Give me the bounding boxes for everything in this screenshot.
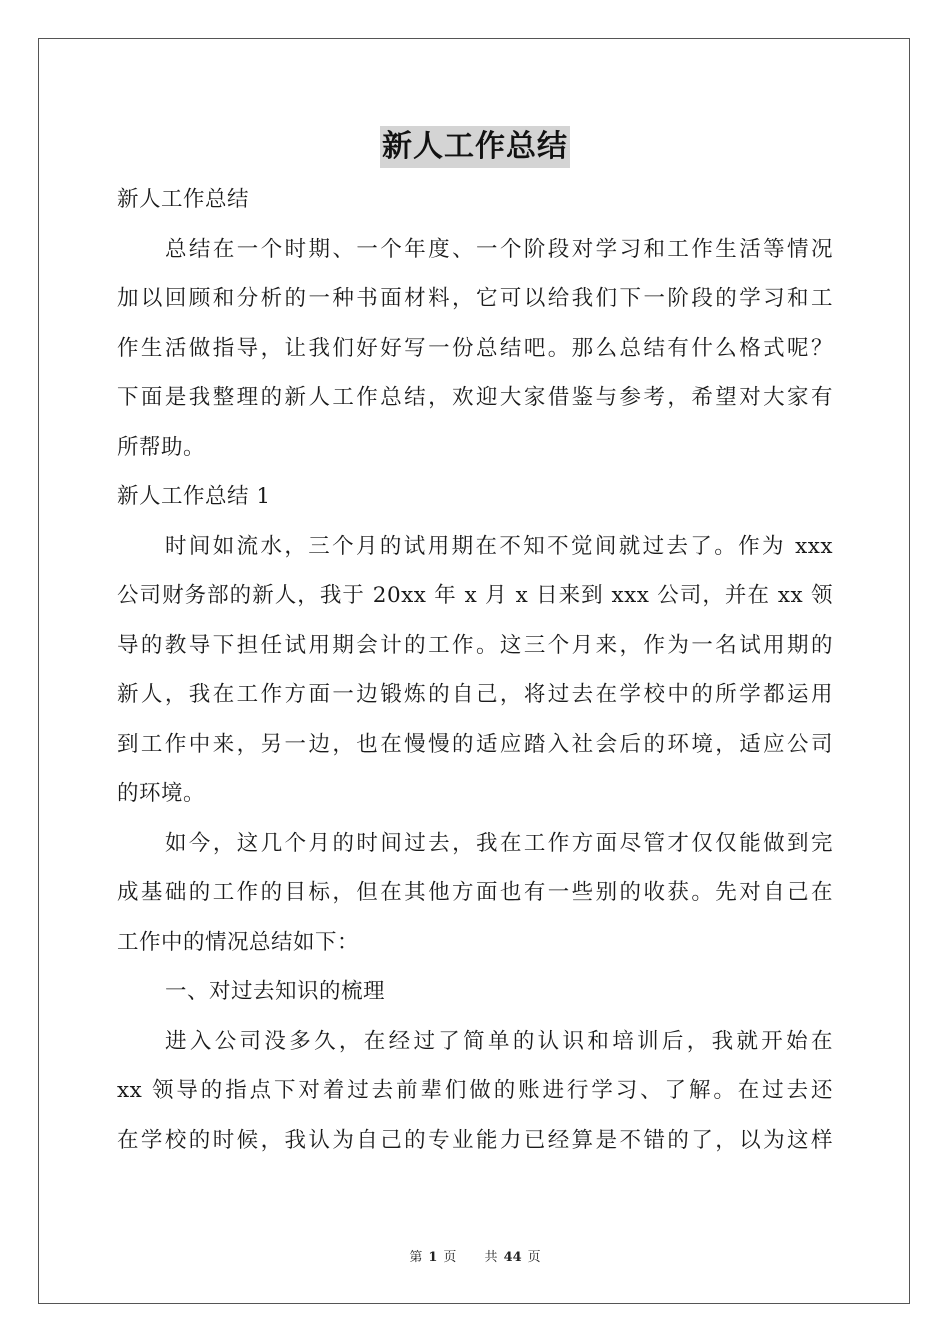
document-body bbox=[117, 175, 833, 1165]
total-pages-indicator bbox=[479, 1250, 547, 1265]
paragraph-line: 进入公司没多久，在经过了简单的认识和培训后，我就开始在 bbox=[165, 1028, 833, 1054]
paragraph-line: 加以回顾和分析的一种书面材料，它可以给我们下一阶段的学习和工 bbox=[117, 286, 833, 311]
total-pages: 44 bbox=[503, 1250, 522, 1265]
title-container bbox=[0, 126, 950, 168]
total-label-suffix: 页 bbox=[527, 1250, 541, 1265]
paragraph-line: 工作中的情况总结如下： bbox=[117, 929, 360, 955]
paragraph-line: 成基础的工作的目标，但在其他方面也有一些别的收获。先对自己在 bbox=[117, 880, 833, 905]
total-label-prefix: 共 bbox=[484, 1250, 498, 1265]
paragraph-line: 时间如流水，三个月的试用期在不知不觉间就过去了。作为 xxx bbox=[165, 533, 833, 559]
paragraph-line: 的环境。 bbox=[117, 781, 206, 806]
paragraph-line: 公司财务部的新人，我于 20xx 年 x 月 x 日来到 xxx 公司，并在 xx 领 bbox=[117, 583, 833, 608]
page-indicator bbox=[403, 1250, 462, 1265]
section-heading: 新人工作总结 1 bbox=[117, 484, 271, 509]
paragraph-line: xx 领导的指点下对着过去前辈们做的账进行学习、了解。在过去还 bbox=[117, 1078, 833, 1103]
subtitle-line: 新人工作总结 bbox=[117, 187, 250, 212]
paragraph-line: 下面是我整理的新人工作总结，欢迎大家借鉴与参考，希望对大家有 bbox=[117, 385, 833, 410]
page-footer bbox=[0, 1246, 950, 1265]
page-label-suffix: 页 bbox=[443, 1250, 457, 1265]
paragraph-line: 所帮助。 bbox=[117, 434, 206, 460]
paragraph-line: 到工作中来，另一边，也在慢慢的适应踏入社会后的环境，适应公司 bbox=[117, 731, 833, 757]
paragraph-line: 在学校的时候，我认为自己的专业能力已经算是不错的了，以为这样 bbox=[117, 1127, 833, 1153]
paragraph-line: 总结在一个时期、一个年度、一个阶段对学习和工作生活等情况 bbox=[165, 236, 833, 262]
paragraph-line: 导的教导下担任试用期会计的工作。这三个月来，作为一名试用期的 bbox=[117, 632, 833, 658]
paragraph-line: 作生活做指导，让我们好好写一份总结吧。那么总结有什么格式呢？ bbox=[117, 335, 833, 361]
paragraph-line: 新人，我在工作方面一边锻炼的自己，将过去在学校中的所学都运用 bbox=[117, 682, 833, 707]
section-heading: 一、对过去知识的梳理 bbox=[165, 979, 386, 1004]
page-number: 1 bbox=[428, 1250, 438, 1265]
document-title: 新人工作总结 bbox=[380, 126, 570, 168]
page-label-prefix: 第 bbox=[409, 1250, 423, 1265]
paragraph-line: 如今，这几个月的时间过去，我在工作方面尽管才仅仅能做到完 bbox=[165, 830, 833, 856]
